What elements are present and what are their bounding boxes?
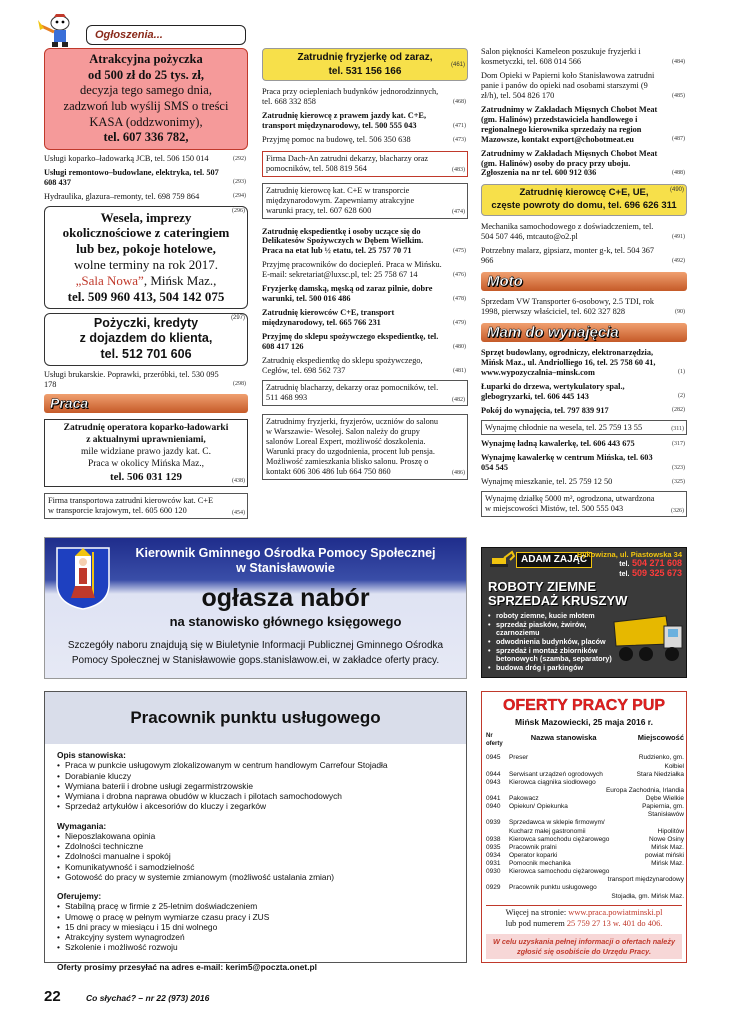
classified-ad: Sprzęt budowlany, ogrodniczy, elektronarzędzia, Mińsk Maz., ul. Andriolliego 16, tel. 25 758 60 41, www.wypozyczalnia–minsk.com (1) [481,347,685,377]
classified-ad: Usługi remontowo–budowlane, elektryka, tel. 507 608 437 (293) [44,167,246,187]
zajac-item: • sprzedaż piasków, żwirów, czarnoziemu [488,621,616,638]
gops-banner [44,537,467,679]
list-item: • Praca w punkcie usługowym zlokalizowanym w centrum handlowym Carrefour Stojadła [57,760,454,770]
header-mascot-icon [36,14,86,48]
gops-heading: Kierownik Gminnego Ośrodka Pomocy Społecznej [135,546,436,560]
table-row: 0938 Kierowca samochodu ciężarowego Nowe Osiny [486,835,684,843]
table-row: 0941 Pakowacz Dębe Wielkie [486,795,684,802]
truck-icon [610,608,686,668]
list-item: • Dorabianie kluczy [57,771,454,781]
section-title: Ogłoszenia... [86,25,246,45]
list-heading: Opis stanowiska: [57,750,126,760]
pup-phone: 25 759 27 13 w. 401 do 406. [566,918,663,928]
contact-email: Oferty prosimy przesyłać na adres e-mail: kerim5@poczta.onet.pl [57,961,317,972]
classified-ad: Zatrudnimy w Zakładach Mięsnych Chobot Meat (gm. Halinów) osoby do pracy przy uboju. Zgłoszenia na nr tel. 600 912 036 (488) [481,148,685,178]
wedding-ad: Wesela, imprezy okolicznościowe z cateringiem lub bez, pokoje hotelowe, wolne terminy na rok 2017. „Sala Nowa”, Mińsk Maz., tel. 509 960 413, 504 142 075 (296) [44,206,248,309]
classified-ad: Przyjmę pomoc na budowę, tel. 506 350 638 (473) [262,134,466,144]
gops-title: ogłasza nabór [201,584,370,612]
loan-line: od 500 zł do 25 tys. zł, [88,67,204,82]
section-header-wynajem: Mam do wynajęcia [481,323,687,342]
zajac-ad: ADAM ZAJĄC Bykowizna, ul. Piastowska 34 tel. 504 271 608 tel. 509 325 673 ROBOTY ZIEMNE SPRZEDAŻ KRUSZYW • roboty ziemne, kucie młotem • sprzedaż piasków, żwirów, czarnoziemu • odwodnienia budynków, placów • sprzedaż i montaż zbiorników betonowych (szamba, separatory) • budowa dróg i parkingów [481,547,687,678]
list-item: • Komunikatywność i samodzielność [57,862,454,872]
classified-ad: Firma Dach-An zatrudni dekarzy, blacharzy oraz pomocników, tel. 508 819 564 (483) [262,151,468,177]
table-row: 0944 Serwisant urządzeń ogrodowych Stara Niedziałka [486,770,684,778]
list-heading: Wymagania: [57,820,107,831]
gops-details: Szczegóły naboru znajdują się w Biuletynie Informacji Publicznej Gminnego Ośrodka [67,640,444,651]
classified-ad: Przyjmę do sklepu spożywczego ekspedientkę, tel. 608 417 126 (480) [262,332,466,352]
classified-ad: Zatrudnię blacharzy, dekarzy oraz pomocników, tel. 511 468 993 (482) [262,380,468,406]
classified-ad: Zatrudnię kierowcę z prawem jazdy kat. C+E, transport międzynarodowy, tel. 500 555 043 (471) [262,110,466,130]
classified-ad: Salon piękności Kameleon poszukuje fryzjerki i kosmetyczki, tel. 608 014 566 (484) [481,47,685,66]
table-header: Miejscowość [637,733,684,743]
classified-ad: Wynajmę ładną kawalerkę, tel. 606 443 675 (317) [481,439,685,449]
column-2 [262,48,468,484]
hairdresser-ad: Zatrudnię fryzjerkę od zaraz, tel. 531 156 166 (461) [262,48,468,81]
section-header-praca: Praca [44,394,248,413]
zajac-item: • odwodnienia budynków, placów [488,638,616,647]
classified-ad: Firma transportowa zatrudni kierowców kat. C+E w transporcie krajowym, tel. 605 600 120 (454) [44,493,248,519]
classified-ad: Zatrudnię ekspedientkę do sklepu spożywczego, Cegłów, tel. 698 562 737 (481) [262,356,466,375]
section-header-moto: Moto [481,272,687,291]
pup-title: OFERTY PRACY PUP [502,697,666,714]
table-row: 0943 Kierowca ciągnika siodłowego [486,778,596,786]
table-row: 0934 Operator koparki powiat miński [486,851,684,859]
list-item: • Sprzedaż artykułów i akcesoriów do kluczy i zegarków [57,801,454,811]
classified-ad: Wynajmę mieszkanie, tel. 25 759 12 50 (325) [481,477,685,487]
list-item: • Atrakcyjny system wynagrodzeń [57,932,454,942]
service-worker-title: Pracownik punktu usługowego [45,692,466,744]
publication-footer: Co słychać? – nr 22 (973) 2016 [86,993,210,1003]
classified-ad: Łuparki do drzewa, wertykulatory spal., glebogryzarki, tel. 606 445 143 (2) [481,381,685,401]
classified-ad: Usługi brukarskie. Poprawki, przeróbki, tel. 530 095 178 (298) [44,369,246,389]
column-1 [44,48,248,523]
pup-footer-note: W celu uzyskania pełnej informacji o ofertach należy zgłosić się osobiście do Urzędu Pracy. [486,934,682,959]
classified-ad: Praca przy ociepleniach budynków jednorodzinnych, tel. 668 332 858 (468) [262,87,466,106]
driver-ad: Zatrudnię kierowcę C+E, UE, częste powroty do domu, tel. 696 626 311 (490) [481,184,687,216]
table-row: 0930 Kierowca samochodu ciężarowego [486,868,610,876]
classified-ad: Zatrudnię kierowców C+E, transport międzynarodowy, tel. 665 766 231 (479) [262,308,466,328]
classified-ad: Potrzebny malarz, gipsiarz, monter g-k, tel. 504 367 966 (492) [481,245,685,265]
classified-ad: Fryzjerkę damską, męską od zaraz pilnie, dobre warunki, tel. 500 016 486 (478) [262,284,466,304]
column-3 [481,47,687,521]
classified-ad: Zatrudnię ekspedientkę i osoby uczące się do Delikatesów Spożywczych w Dębem Wielkim. Praca na etat lub ½ etatu, tel. 25 757 70 71 (475) [262,226,466,256]
list-item: • Stabilną pracę w firmie z 25-letnim doświadczeniem [57,901,454,911]
table-row: 0945 Preser Rudzienko, gm. Kołbiel [486,754,684,770]
classified-ad: Zatrudnimy fryzjerki, fryzjerów, uczniów do salonu w Warszawie- Wesołej. Salon należy do grupy salonów Loreal Expert, możliwość doszkolenia. Warunki pracy do uzgodnienia, procent lub pensja. Możliwość zamieszkania blisko salonu. Proszę o kontakt 606 306 486 lub 664 750 860 (486) [262,414,468,480]
service-worker-ad [44,691,467,972]
gops-heading: w Stanisławowie [236,561,335,575]
table-header: Nr oferty [486,733,503,747]
list-item: • Wymiana i drobna naprawa obudów w kluczach i pilotach samochodowych [57,791,454,801]
zajac-phone: 504 271 608 [631,558,682,568]
list-item: • Zdolności manualne i spokój [57,851,454,861]
loan-line: tel. 607 336 782, [103,130,189,145]
list-item: • Umowę o pracę w pełnym wymiarze czasu pracy i ZUS [57,912,454,922]
pup-website-link[interactable]: www.praca.powiatminski.pl [568,907,663,917]
credit-ad: Pożyczki, kredyty z dojazdem do klienta, tel. 512 701 606 (297) [44,313,248,366]
gops-details: Pomocy Społecznej w Stanisławowie gops.stanislawow.ei, w zakładce oferty pracy. [71,655,440,666]
zajac-logo: ADAM ZAJĄC [516,552,592,568]
excavator-icon [486,550,516,568]
classified-ad: Pokój do wynajęcia, tel. 797 839 917 (282) [481,405,685,415]
table-header: Nazwa stanowiska [530,733,597,743]
loan-line: Atrakcyjna pożyczka [89,52,203,66]
list-item: • Zdolności techniczne [57,841,454,851]
zajac-title: SPRZEDAŻ KRUSZYW [488,592,628,608]
classified-ad: Dom Opieki w Papierni koło Stanisławowa zatrudni panie i panów do opieki nad osobami starszymi (9 zł/h), tel. 504 826 170 (485) [481,70,685,100]
classified-ad: Sprzedam VW Transporter 6-osobowy, 2.5 TDI, rok 1998, pierwszy właściciel, tel. 602 327 828 (90) [481,296,685,316]
coat-of-arms-icon [55,546,111,610]
list-item: • Gotowość do pracy w systemie zmianowym (możliwość ustalania zmian) [57,872,454,882]
classified-ad: Hydraulika, glazura–remonty, tel. 698 759 864 (294) [44,191,246,201]
zajac-item: • budowa dróg i parkingów [488,664,616,673]
table-row: 0940 Opiekun/ Opiekunka Papiernia, gm. Stanisławów [486,803,684,819]
pup-offers: OFERTY PRACY PUP Mińsk Mazowiecki, 25 maja 2016 r. Nr oferty Nazwa stanowiska Miejscowość 0945 Preser Rudzienko, gm. Kołbiel 0944 Serwisant urządzeń ogrodowych Stara Niedziałka 0943 Kierowca ciągnika siodłowego Europa Zachodnia, Irlandia 0941 Pakowacz Dębe Wielkie 0940 Opiekun/ Opiekunka Papiernia, gm. Stanisławów 0939 Sprzedawca w sklepie firmowym/ Kucharz małej gastronomii Hipolitów 0938 Kierowca samochodu ciężarowego Nowe Osiny 0935 Pracownik pralni Mińsk Maz. 0934 Operator koparki powiat miński 0931 Pomocnik mechanika Mińsk Maz. 0930 Kierowca samochodu ciężarowego transport międzynarodowy 0929 Pracownik punktu usługowego Stojadła, gm. Mińsk Maz. Więcej na stronie: www.praca.powiatminski.pl lub pod numerem 25 759 27 13 w. 401 do 406. W celu uzyskania pełnej informacji o ofertach należy zgłosić się osobiście do Urzędu Pracy. [481,691,687,963]
table-row: 0929 Pracownik punktu usługowego [486,884,597,892]
list-item: • Wymiana baterii i drobne usługi zegarmistrzowskie [57,781,454,791]
classified-ad: Usługi koparko–ładowarką JCB, tel. 506 150 014 (292) [44,153,246,163]
pup-table: Nr oferty Nazwa stanowiska Miejscowość 0945 Preser Rudzienko, gm. Kołbiel 0944 Serwisant urządzeń ogrodowych Stara Niedziałka 0943 Kierowca ciągnika siodłowego Europa Zachodnia, Irlandia 0941 Pakowacz Dębe Wielkie 0940 Opiekun/ Opiekunka Papiernia, gm. Stanisławów 0939 Sprzedawca w sklepie firmowym/ Kucharz małej gastronomii Hipolitów 0938 Kierowca samochodu ciężarowego Nowe Osiny 0935 Pracownik pralni Mińsk Maz. 0934 Operator koparki powiat miński 0931 Pomocnik mechanika Mińsk Maz. 0930 Kierowca samochodu ciężarowego transport międzynarodowy 0929 Pracownik punktu usługowego Stojadła, gm. Mińsk Maz. [486,733,684,900]
list-item: • Szkolenie i możliwość rozwoju [57,942,454,952]
classified-ad: Zatrudnię kierowcę kat. C+E w transporcie międzynarodowym. Zapewniamy atrakcyjne warunki pracy, tel. 607 628 600 (474) [262,183,468,219]
list-item: • Nieposzlakowana opinia [57,831,454,841]
table-row: 0935 Pracownik pralni Mińsk Maz. [486,843,684,851]
zajac-title: ROBOTY ZIEMNE [488,579,597,594]
pup-subtitle: Mińsk Mazowiecki, 25 maja 2016 r. [515,717,653,728]
classified-ad: Mechanika samochodowego z doświadczeniem, tel. 504 507 446, mtcauto@o2.pl (491) [481,222,685,242]
classified-ad: Wynajmę kawalerkę w centrum Mińska, tel. 603 054 545 (323) [481,453,685,473]
list-heading: Oferujemy: [57,891,102,901]
loan-line: KASA (oddzwonimy), [89,114,203,129]
gops-subtitle: na stanowisko głównego księgowego [169,614,402,629]
classified-ad: Przyjmę pracowników do dociepleń. Praca w Mińsku. E-mail: sekretariat@luxsc.pl, tel: 25 758 67 14 (476) [262,260,466,280]
loan-ad [44,48,248,150]
classified-ad: Wynajmę działkę 5000 m², ogrodzona, utwardzona w miejscowości Mistów, tel. 500 555 043 (326) [481,491,687,517]
zajac-address: Bykowizna, ul. Piastowska 34 [576,550,682,559]
table-row: 0939 Sprzedawca w sklepie firmowym/ Kucharz małej gastronomii Hipolitów [486,819,684,835]
loan-line: zadzwoń lub wyślij SMS o treści [63,98,229,113]
classified-ad: Zatrudnimy w Zakładach Mięsnych Chobot Meat (gm. Halinów) przedstawiciela handlowego i regionalnego kierownika sprzedaży na region Mazowsze, kontakt export@chobotmeat.eu (487) [481,104,685,144]
table-row: 0931 Pomocnik mechanika Mińsk Maz. [486,860,684,867]
zajac-phone: 509 325 673 [631,567,682,578]
classified-ad: Wynajmę chłodnie na wesela, tel. 25 759 13 55 (311) [481,420,687,436]
page-number: 22 [44,988,61,1005]
zajac-item: • sprzedaż i montaż zbiorników betonowych (szamba, separatory) [488,647,616,664]
list-item: • 15 dni pracy w miesiącu i 15 dni wolnego [57,922,454,932]
loan-line: decyzja tego samego dnia, [80,83,212,98]
zajac-item: • roboty ziemne, kucie młotem [488,612,616,621]
operator-ad: Zatrudnię operatora koparko-ładowarki z aktualnymi uprawnieniami, mile widziane prawo jazdy kat. C. Praca w okolicy Mińska Maz., tel. 506 031 129 (438) [44,419,248,488]
